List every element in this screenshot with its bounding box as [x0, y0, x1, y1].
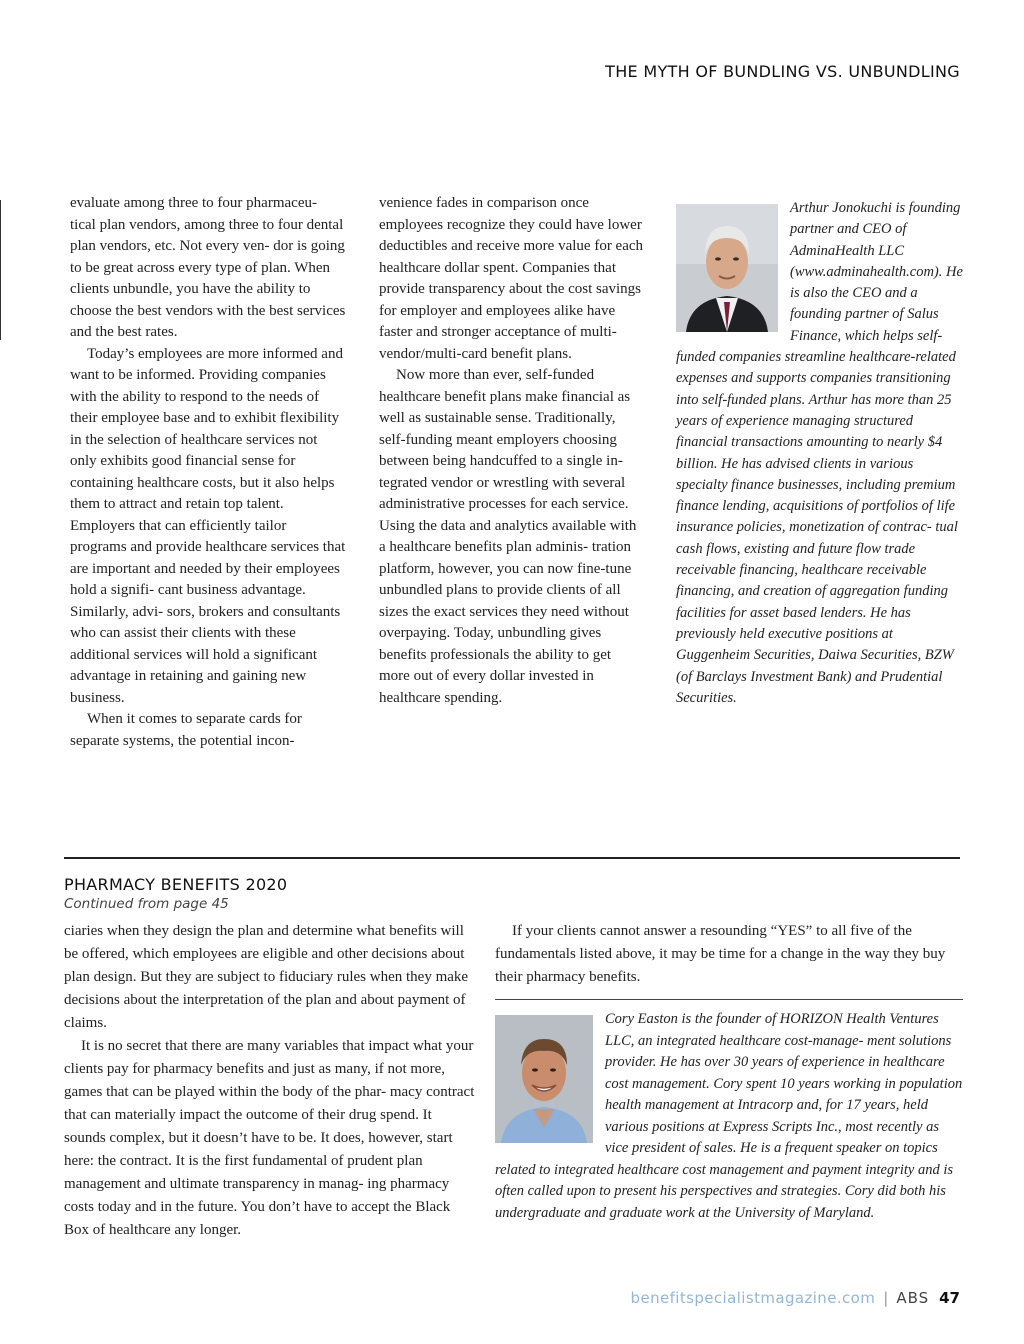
author-photo-arthur — [676, 204, 778, 332]
author-bio-arthur — [676, 198, 966, 709]
paragraph: Now more than ever, self-funded healthcare benefit plans make financial as well as sustainable sense. Traditionally, self-funding meant employers choosing between being handcuffed to a single in- tegrated vendor or wrestling with several administrative processes for each service. Using the data and analytics available with a healthcare benefits plan adminis- tration platform, however, you can now fine-tune unbundled plans to provide clients of all sizes the exact services they need without overpaying. Today, unbundling gives benefits professionals the ability to get more out of every dollar invested in healthcare spending. — [379, 367, 637, 706]
page-number: 47 — [939, 1289, 960, 1307]
bio-text: Cory Easton is the founder of HORIZON Health Ventures LLC, an integrated healthcare cost-manage- ment solutions provider. He has over 30 years of experience in healthcare cost management. Cory spent 10 years working in population health management at Intracorp and, for 17 years, held various positions at Express Scripts Inc., most recently as vice president of sales. He is a frequent speaker on topics related to integrated healthcare cost management and payment integrity and is often called upon to present his perspectives and strategies. Cory did both his undergraduate and graduate work at the University of Maryland. — [495, 1011, 963, 1221]
author-photo-cory — [495, 1015, 593, 1143]
bio-rule — [495, 999, 963, 1000]
top-article-column-1 — [70, 193, 346, 752]
footer-magazine-name: ABS — [896, 1289, 930, 1307]
bio-text: Arthur Jonokuchi is founding partner and CEO of AdminaHealth LLC (www.adminahealth.com). He is also the CEO and a founding partner of Salus Finance, which helps self-funded companies streamline healthcare-related expenses and supports companies transitioning into self-funded plans. Arthur has more than 25 years of experience managing structured financial transactions amounting to nearly $4 billion. He has advised clients in various specialty finance businesses, including premium finance lending, acquisitions of portfolios of life insurance policies, monetization of contrac- tual cash flows, existing and future flow trade receivable financing, healthcare receivable financing, and creation of aggregation funding facilities for asset based lenders. He has previously held executive positions at Guggenheim Securities, Daiwa Securities, BZW (of Barclays Investment Bank) and Prudential Securities. — [676, 200, 963, 706]
footer-separator: | — [883, 1289, 889, 1307]
top-article-column-2 — [379, 193, 645, 709]
page-footer — [631, 1289, 960, 1307]
section-divider — [64, 857, 960, 859]
paragraph: When it comes to separate cards for separate systems, the potential incon- — [70, 711, 302, 749]
bottom-article-column-1 — [64, 920, 476, 1242]
paragraph: ciaries when they design the plan and determine what benefits will be offered, which employees are eligible and other decisions about plan design. But they are subject to fiduciary rules when they make decisions about the interpretation of the plan and about payment of claims. — [64, 923, 469, 1031]
author-bio-cory — [495, 1009, 965, 1224]
paragraph: It is no secret that there are many variables that impact what your clients pay for pharmacy benefits and just as many, if not more, games that can be played within the body of the phar- macy contract that can materially impact the outcome of their drug spend. It sounds complex, but it doesn’t have to be. It does, however, start here: the contract. It is the first fundamental of prudent plan management and ultimate transparency in manag- ing pharmacy costs today and in the future. You don’t have to accept the Black Box of healthcare any longer. — [64, 1038, 475, 1238]
section-title: PHARMACY BENEFITS 2020 — [64, 875, 288, 894]
margin-rule — [0, 200, 1, 340]
bottom-article-column-2 — [495, 920, 961, 989]
continued-note: Continued from page 45 — [64, 896, 229, 912]
running-header: THE MYTH OF BUNDLING VS. UNBUNDLING — [605, 62, 960, 81]
footer-website-link[interactable]: benefitspecialistmagazine.com — [630, 1289, 876, 1307]
paragraph: evaluate among three to four pharmaceu- tical plan vendors, among three to four dental plan vendors, etc. Not every ven- dor is going to be great across every type of plan. When clients unbundle, you have the ability to choose the best vendors with the best services and the best rates. — [70, 195, 346, 340]
paragraph: venience fades in comparison once employees recognize they could have lower deductibles and receive more value for each healthcare dollar spent. Companies that provide transparency about the cost savings for employer and employees alike have faster and stronger acceptance of multi-vendor/multi-card benefit plans. — [379, 195, 644, 362]
paragraph: Today’s employees are more informed and want to be informed. Providing companies with the ability to respond to the needs of their employee base and to exhibit flexibility in the selection of healthcare services not only exhibits good financial sense for containing healthcare costs, but it also helps them to attract and retain top talent. Employers that can efficiently tailor programs and provide healthcare services that are important and needed by their employees hold a signifi- cant business advantage. Similarly, advi- sors, brokers and consultants who can assist their clients with these additional services will hold a significant advantage in retaining and gaining new business. — [70, 345, 346, 706]
paragraph: If your clients cannot answer a resounding “YES” to all five of the fundamentals listed above, it may be time for a change in the way they buy their pharmacy benefits. — [495, 923, 946, 985]
